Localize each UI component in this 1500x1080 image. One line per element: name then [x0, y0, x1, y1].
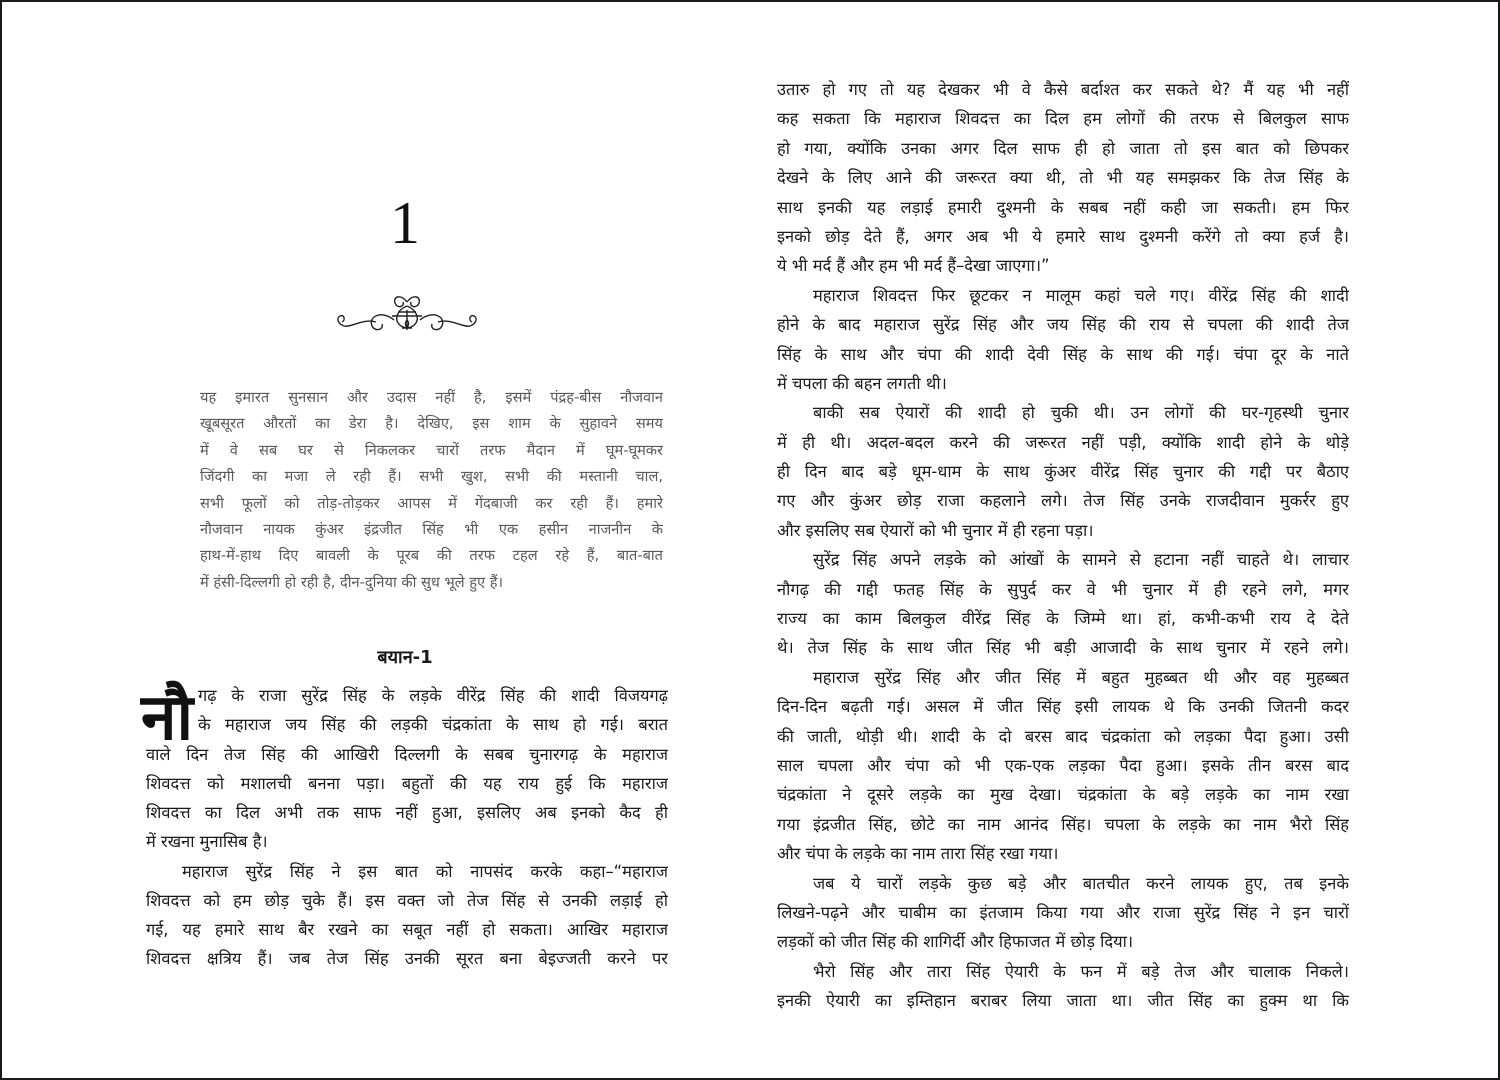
- epigraph-line: यह इमारत सुनसान और उदास नहीं है, इसमें पंद्रह-बीस नौजवान: [200, 389, 663, 406]
- body-line: सुरेंद्र सिंह अपने लड़के को आंखों के सामने से हटाना नहीं चाहते थे। लाचार: [813, 550, 1349, 570]
- epigraph-line: हाथ-में-हाथ दिए बावली के पूरब की तरफ टहल रहे हैं, बात-बात: [200, 547, 663, 565]
- body-line: कह सकता कि महाराज शिवदत्त का दिल हम लोगों की तरफ से बिलकुल साफ: [777, 109, 1349, 129]
- epigraph-line: नौजवान नायक कुंअर इंद्रजीत सिंह भी एक हसीन नाजनीन के: [200, 521, 663, 539]
- left-page: [142, 2, 668, 1078]
- chapter-number: 1: [390, 190, 420, 256]
- drop-cap: नौ: [141, 681, 194, 755]
- body-line: में चपला की बहन लगती थी।: [777, 373, 947, 393]
- body-line: दिन-दिन बढ़ती गई। असल में जीत सिंह इसी लायक थे कि उनकी जितनी कदर: [777, 697, 1349, 717]
- body-line: में ही थी। अदल-बदल करने की जरूरत नहीं पड़ी, क्योंकि शादी होने के थोड़े: [777, 432, 1349, 452]
- left-body-text: [146, 681, 668, 974]
- book-spread: [2, 2, 1498, 1078]
- body-line: राज्य का काम बिलकुल वीरेंद्र सिंह के जिम्मे था। हां, कभी-कभी राय दे देते: [777, 609, 1349, 629]
- body-line: चंद्रकांता ने दूसरे लड़के का मुख देखा। चंद्रकांता के बड़े लड़के का नाम रखा: [777, 785, 1349, 805]
- body-line: होने के बाद महाराज सुरेंद्र सिंह और जय सिंह की राय से चपला की शादी तेज: [777, 315, 1349, 335]
- body-line: हो गया, क्योंकि उनका अगर दिल साफ ही हो जाता तो इस बात को छिपकर: [777, 138, 1349, 158]
- body-line: शिवदत्त क्षत्रिय हैं। जब तेज सिंह उनकी सूरत बना बेइज्जती करने पर: [146, 949, 668, 969]
- body-line: शिवदत्त का दिल अभी तक साफ नहीं हुआ, इसलिए अब इनको कैद ही: [146, 803, 668, 822]
- body-line: बाकी सब ऐयारों की शादी हो चुकी थी। उन लोगों की घर-गृहस्थी चुनार: [813, 403, 1349, 423]
- body-line: लड़कों को जीत सिंह की शागिर्दी और हिफाजत में छोड़ दिया।: [777, 932, 1134, 952]
- body-line: थे। तेज सिंह के साथ जीत सिंह भी बड़ी आजादी के साथ चुनार में रहने लगे।: [777, 638, 1349, 658]
- body-line: नौगढ़ की गद्दी फतह सिंह के सुपुर्द कर वे भी चुनार में ही रहने लगे, मगर: [777, 579, 1349, 599]
- body-line: गढ़ के राजा सुरेंद्र सिंह के लड़के वीरेंद्र सिंह की शादी विजयगढ़: [198, 686, 668, 705]
- body-line: शिवदत्त को मशालची बनना पड़ा। बहुतों की यह राय हुई कि महाराज: [146, 773, 668, 793]
- body-line: के महाराज जय सिंह की लड़की चंद्रकांता के साथ हो गई। बरात: [198, 715, 668, 735]
- body-line: शिवदत्त को हम छोड़ चुके हैं। इस वक्त जो तेज सिंह से उनकी लड़ाई हो: [146, 890, 668, 910]
- body-line: उतारु हो गए तो यह देखकर भी वे कैसे बर्दाश्त कर सकते थे? मैं यह भी नहीं: [777, 80, 1349, 99]
- body-line: साथ इनकी यह लड़ाई हमारी दुश्मनी के सबब नहीं कही जा सकती। हम फिर: [777, 197, 1349, 217]
- body-line: गया इंद्रजीत सिंह, छोटे का नाम आनंद सिंह। चपला के लड़के का नाम भैरो सिंह: [777, 814, 1349, 834]
- body-line: सिंह के साथ और चंपा की शादी देवी सिंह के साथ की गई। चंपा दूर के नाते: [777, 344, 1349, 364]
- floral-flourish-icon: [332, 292, 482, 340]
- body-line: भैरो सिंह और तारा सिंह ऐयारी के फन में बड़े तेज और चालाक निकले।: [813, 961, 1349, 981]
- body-line: इनको छोड़ देते हैं, अगर अब भी ये हमारे साथ दुश्मनी करेंगे तो क्या हर्ज है।: [777, 226, 1349, 246]
- epigraph-line: में हंसी-दिल्लगी हो रही है, दीन-दुनिया की सुध भूले हुए हैं।: [200, 573, 504, 591]
- body-line: की जाती, थोड़ी थी। शादी के दो बरस बाद चंद्रकांता को लड़का पैदा हुआ। उसी: [777, 726, 1349, 746]
- epigraph-line: सभी फूलों को तोड़-तोड़कर आपस में गेंदबाजी कर रही हैं। हमारे: [200, 494, 663, 512]
- right-body-text: [777, 75, 1349, 1016]
- body-line: महाराज सुरेंद्र सिंह और जीत सिंह में बहुत मुहब्बत थी और वह मुहब्बत: [813, 667, 1349, 687]
- body-line: गई, यह हमारे साथ बैर रखने का सबूत नहीं हो सकता। आखिर महाराज: [146, 920, 668, 939]
- epigraph-line: जिंदगी का मजा ले रही हैं। सभी खुश, सभी की मस्तानी चाल,: [200, 468, 663, 486]
- body-line: जब ये चारों लड़के कुछ बड़े और बातचीत करने लायक हुए, तब इनके: [813, 873, 1349, 893]
- body-line: इनकी ऐयारी का इम्तिहान बराबर लिया जाता था। जीत सिंह का हुक्म था कि: [777, 991, 1349, 1011]
- body-line: में रखना मुनासिब है।: [146, 832, 268, 852]
- body-line: गए और कुंअर छोड़ राजा कहलाने लगे। तेज सिंह उनके राजदीवान मुकर्रर हुए: [777, 491, 1349, 511]
- body-line: महाराज सुरेंद्र सिंह ने इस बात को नापसंद करके कहा–“महाराज: [182, 861, 668, 881]
- body-line: देखने के लिए आने की जरूरत क्या थी, तो भी यह समझकर कि तेज सिंह के: [777, 168, 1349, 188]
- body-line: ही दिन बाद बड़े धूम-धाम के साथ कुंअर वीरेंद्र सिंह चुनार की गद्दी पर बैठाए: [777, 462, 1349, 482]
- epigraph-line: खूबसूरत औरतों का डेरा है। देखिए, इस शाम के सुहावने समय: [200, 415, 663, 433]
- body-line: साल चपला और चंपा को भी एक-एक लड़का पैदा हुआ। इसके तीन बरस बाद: [777, 755, 1349, 775]
- body-line: वाले दिन तेज सिंह की आखिरी दिल्लगी के सबब चुनारगढ़ के महाराज: [146, 744, 668, 764]
- body-line: और इसलिए सब ऐयारों को भी चुनार में ही रहना पड़ा।: [777, 520, 1094, 540]
- epigraph-line: में वे सब घर से निकलकर चारों तरफ मैदान में घूम-घूमकर: [200, 441, 663, 459]
- body-line: लिखने-पढ़ने और चाबीम का इंतजाम किया गया और राजा सुरेंद्र सिंह ने इन चारों: [777, 902, 1349, 922]
- body-line: ये भी मर्द हैं और हम भी मर्द हैं–देखा जाएगा।”: [777, 256, 1050, 276]
- section-heading: बयान-1: [377, 647, 433, 668]
- chapter-epigraph: [200, 385, 663, 596]
- body-line: और चंपा के लड़के का नाम तारा सिंह रखा गया।: [777, 844, 1059, 864]
- body-line: महाराज शिवदत्त फिर छूटकर न मालूम कहां चले गए। वीरेंद्र सिंह की शादी: [813, 285, 1349, 305]
